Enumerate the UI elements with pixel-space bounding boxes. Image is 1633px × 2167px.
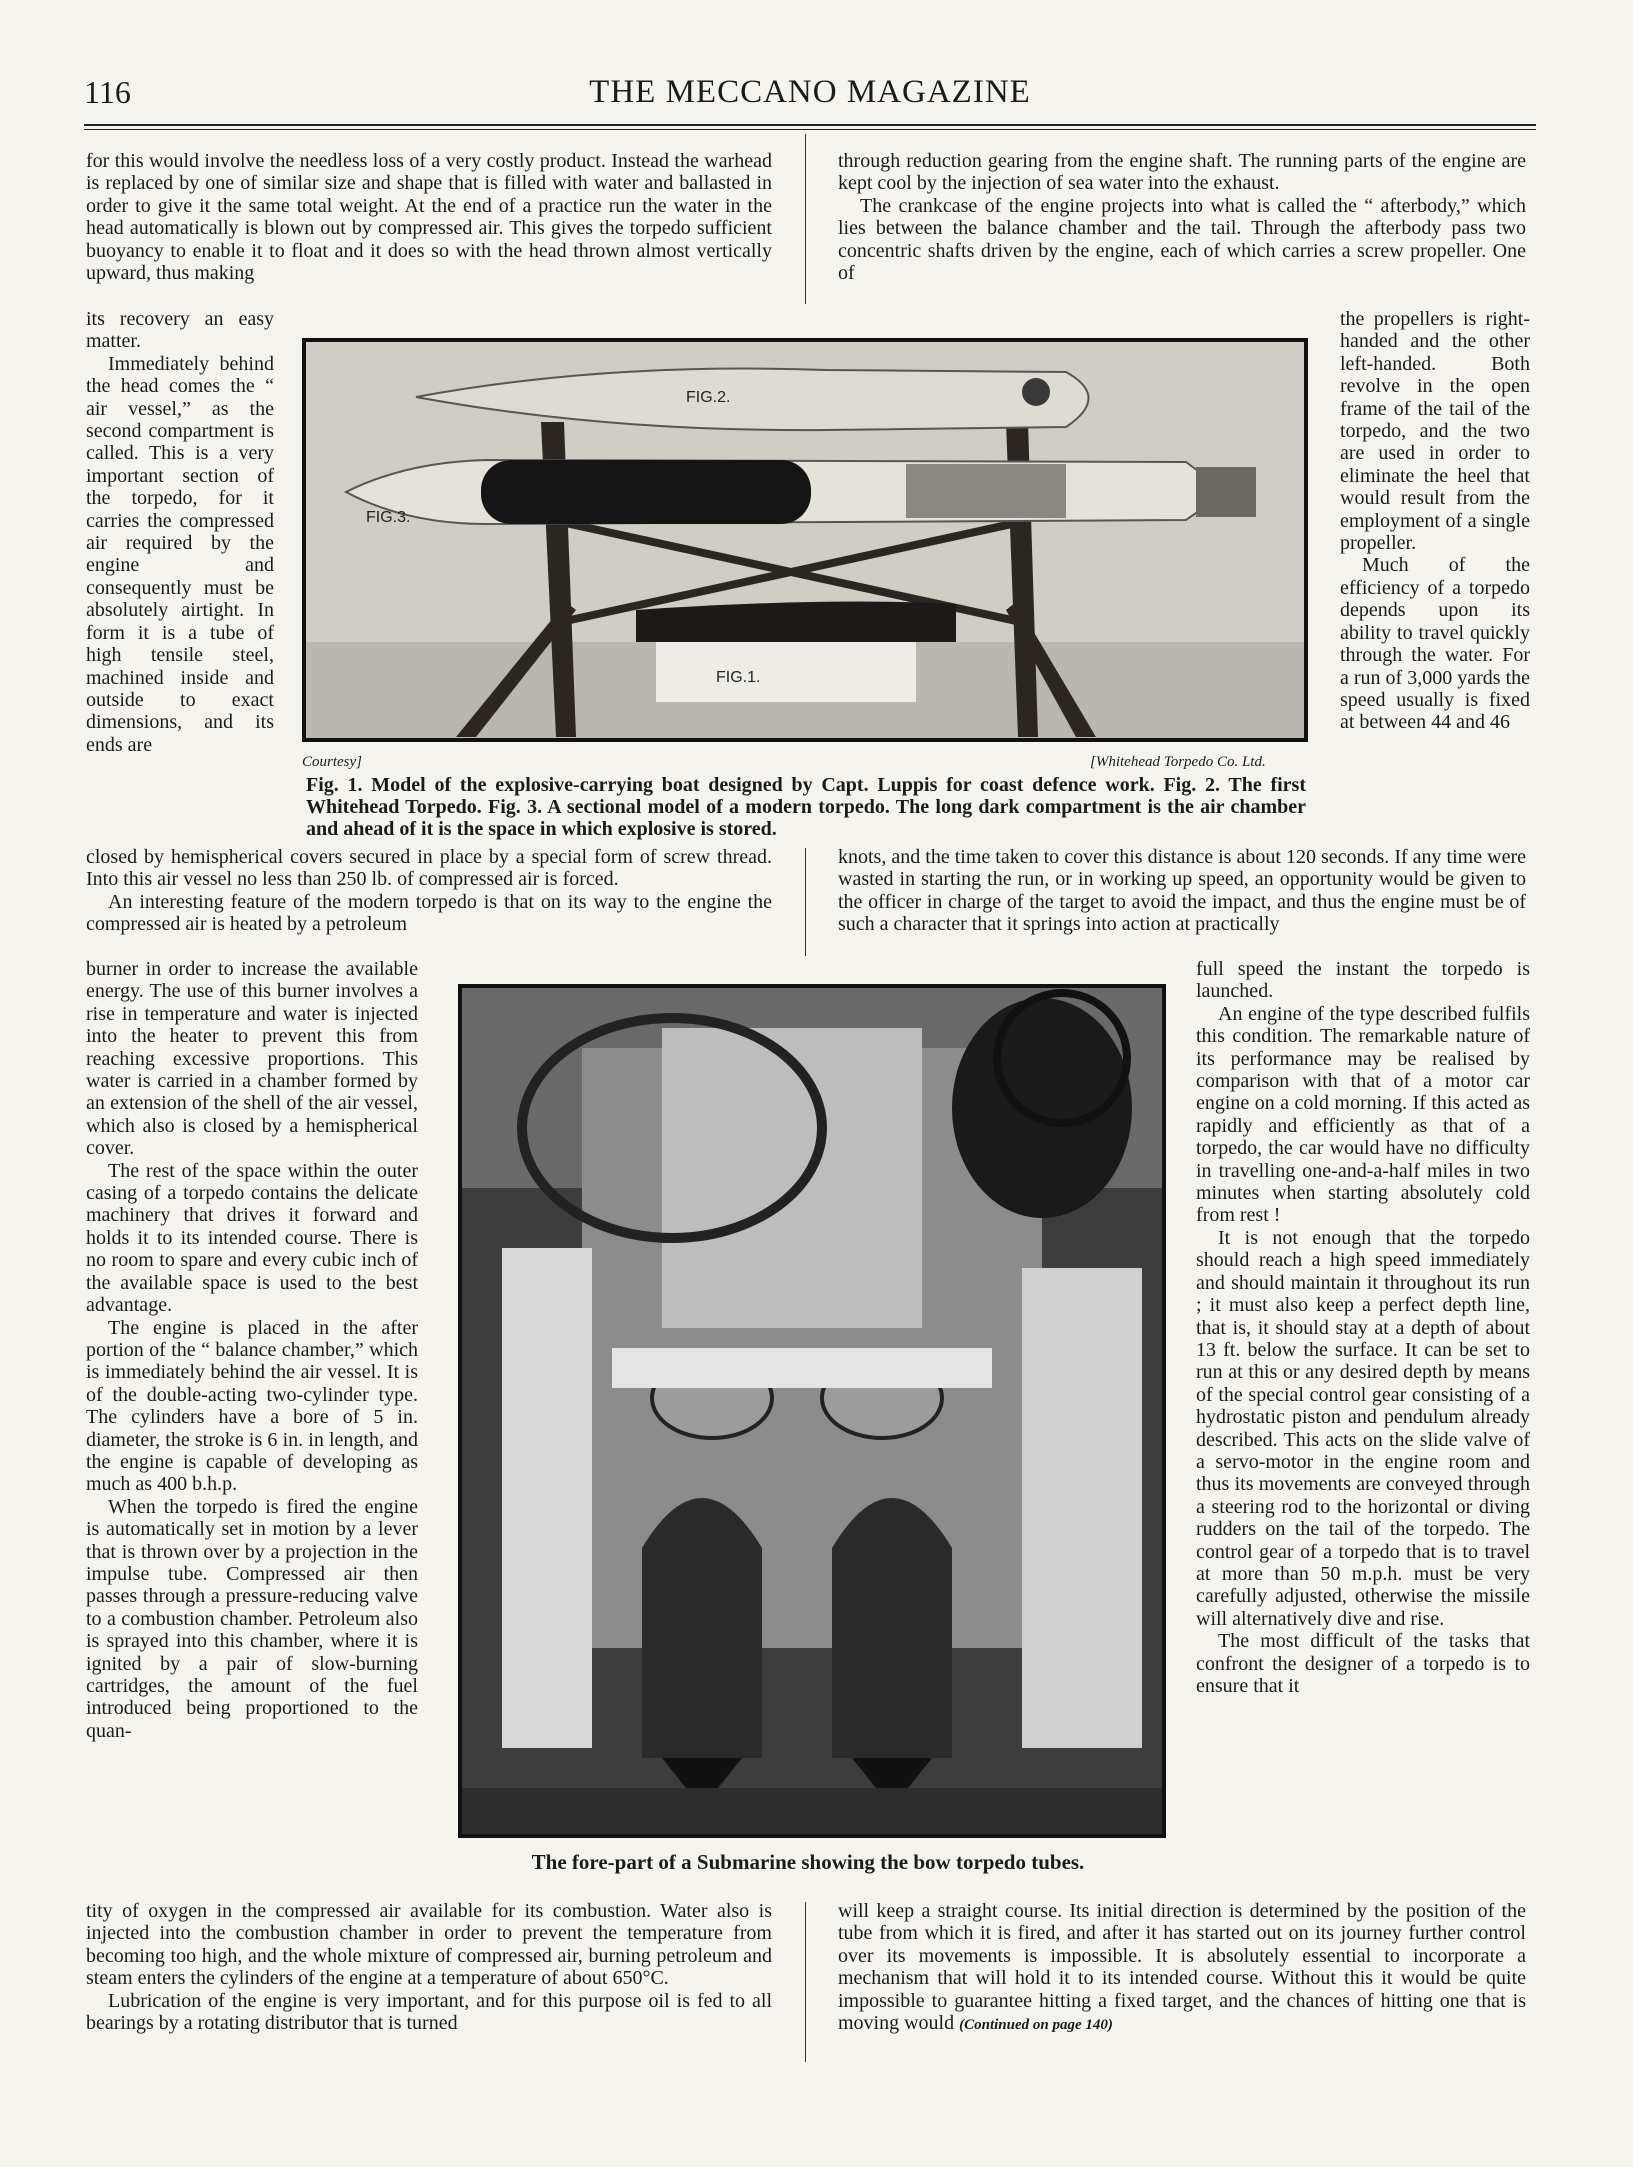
paragraph: full speed the instant the torpedo is launched. bbox=[1196, 958, 1530, 1003]
submarine-torpedo-tubes-photo bbox=[458, 984, 1166, 1838]
torpedo-models-photo bbox=[302, 338, 1308, 742]
top-right-column bbox=[838, 150, 1526, 284]
paragraph: tity of oxygen in the compressed air available for its combustion. Water also is injected into the combustion chamber in order to prevent the temperature from becoming too high, and the whole mixture of compressed air, burning petroleum and steam enters the cylinders of the engine at a temperature of about 650°C. bbox=[86, 1900, 772, 1990]
torpedo-models-illustration bbox=[306, 342, 1304, 738]
paragraph: An interesting feature of the modern torpedo is that on its way to the engine the compressed air is heated by a petroleum bbox=[86, 890, 772, 936]
magazine-title: THE MECCANO MAGAZINE bbox=[589, 74, 1031, 110]
mid-right-column bbox=[838, 846, 1526, 936]
bottom-right-column bbox=[838, 1900, 1526, 2036]
continued-note: (Continued on page 140) bbox=[959, 2017, 1113, 2034]
column-divider bbox=[805, 134, 806, 304]
photo-credit-left: Courtesy] bbox=[302, 754, 362, 770]
fig3-label bbox=[366, 509, 410, 526]
paragraph: The rest of the space within the outer casing of a torpedo contains the delicate machinery that drives it forward and holds it to its intended course. There is no room to spare and every cubic inch of the available space is used to the best advantage. bbox=[86, 1159, 418, 1317]
lower-left-column bbox=[86, 958, 418, 1742]
svg-text:FIG.3.: FIG.3. bbox=[366, 509, 411, 526]
bottom-left-column bbox=[86, 1900, 772, 2034]
fig1-label bbox=[716, 669, 760, 686]
column-divider bbox=[805, 1902, 806, 2062]
header-rule bbox=[84, 124, 1536, 126]
paragraph: Much of the efficiency of a torpedo depends upon its ability to travel quickly through the water. For a run of 3,000 yards the speed usually is fixed at between 44 and 46 bbox=[1340, 554, 1530, 734]
paragraph: the propellers is right-handed and the other left-handed. Both revolve in the open frame of the tail of the torpedo, and the two are used in order to eliminate the heel that would result from the employment of a single propeller. bbox=[1340, 308, 1530, 555]
paragraph: The most difficult of the tasks that confront the designer of a torpedo is to ensure that it bbox=[1196, 1630, 1530, 1697]
header-rule-thin bbox=[84, 129, 1536, 130]
svg-text:FIG.1.: FIG.1. bbox=[716, 669, 761, 686]
paragraph bbox=[838, 1900, 1526, 2036]
mid-left-column bbox=[86, 846, 772, 936]
paragraph: burner in order to increase the available energy. The use of this burner involves a rise in temperature and water is injected into the heater to prevent this from reaching excessive proportions. This water is carried in a chamber formed by an extension of the shell of the air vessel, which also is closed by a hemispherical cover. bbox=[86, 958, 418, 1160]
figure1-caption: Fig. 1. Model of the explosive-carrying boat designed by Capt. Luppis for coast defence work. Fig. 2. The first Whitehead Torpedo. Fig. 3. A sectional model of a modern torpedo. The long dark compartment is the air chamber and ahead of it is the space in which explosive is stored. bbox=[306, 774, 1306, 840]
paragraph-text: will keep a straight course. Its initial direction is determined by the position of the tube from which it is fired, and after it has started out on its journey further control over its movements is impossible. It is absolutely essential to incorporate a mechanism that will hold it to its intended course. Without this it would be quite impossible to guarantee hitting a fixed target, and the chances of hitting one that is moving would bbox=[838, 1900, 1526, 2035]
paragraph: The engine is placed in the after portion of the “ balance chamber,” which is immediately behind the air vessel. It is of the double-acting two-cylinder type. The cylinders have a bore of 5 in. diameter, the stroke is 6 in. in length, and the engine is capable of developing as much as 400 b.h.p. bbox=[86, 1316, 418, 1496]
paragraph: It is not enough that the torpedo should reach a high speed immediately and should maintain it throughout its run ; it must also keep a perfect depth line, that is, it should stay at a depth of about 13 ft. below the surface. It can be set to run at this or any desired depth by means of the special control gear consisting of a hydrostatic piston and pendulum already described. This acts on the slide valve of a servo-motor in the engine room and thus its movements are conveyed through a steering rod to the horizontal or diving rudders on the tail of the torpedo. The control gear of a torpedo that is to travel at more than 50 m.p.h. must be very carefully adjusted, otherwise the missile will alternatively dive and rise. bbox=[1196, 1226, 1530, 1630]
svg-text:FIG.2.: FIG.2. bbox=[686, 389, 731, 406]
photo-credit-right: [Whitehead Torpedo Co. Ltd. bbox=[1090, 754, 1266, 770]
paragraph: An engine of the type described fulfils this condition. The remarkable nature of its performance may be realised by comparison with that of a motor car engine on a cold morning. If this acted as rapidly and efficiently as that of a torpedo, the car would have no difficulty in travelling one-and-a-half miles in two minutes when starting absolutely cold from rest ! bbox=[1196, 1002, 1530, 1227]
paragraph: through reduction gearing from the engine shaft. The running parts of the engine are kept cool by the injection of sea water into the exhaust. bbox=[838, 150, 1526, 195]
figure2-caption: The fore-part of a Submarine showing the bow torpedo tubes. bbox=[531, 1850, 1085, 1874]
top-left-column bbox=[86, 150, 772, 284]
lower-right-column bbox=[1196, 958, 1530, 1697]
page-number: 116 bbox=[84, 74, 131, 110]
paragraph: When the torpedo is fired the engine is automatically set in motion by a lever that is thrown over by a projection in the impulse tube. Compressed air then passes through a pressure-reducing valve to a combustion chamber. Petroleum also is sprayed into this chamber, where it is ignited by a pair of slow-burning cartridges, the amount of the fuel introduced being proportioned to the quan- bbox=[86, 1495, 418, 1742]
paragraph: knots, and the time taken to cover this distance is about 120 seconds. If any time were wasted in starting the run, or in working up speed, an opportunity would be given to the officer in charge of the target to avoid the impact, and thus the engine must be of such a character that it springs into action at practically bbox=[838, 846, 1526, 936]
page-header bbox=[84, 74, 1536, 116]
paragraph: Lubrication of the engine is very important, and for this purpose oil is fed to all bearings by a rotating distributor that is turned bbox=[86, 1989, 772, 2035]
submarine-interior-illustration bbox=[462, 988, 1162, 1834]
paragraph: closed by hemispherical covers secured in place by a special form of screw thread. Into this air vessel no less than 250 lb. of compressed air is forced. bbox=[86, 846, 772, 891]
paragraph: Immediately behind the head comes the “ air vessel,” as the second compartment is called. This is a very important section of the torpedo, for it carries the compressed air required by the engine and consequently must be absolutely airtight. In form it is a tube of high tensile steel, machined inside and outside to exact dimensions, and its ends are bbox=[86, 352, 274, 756]
paragraph: The crankcase of the engine projects into what is called the “ afterbody,” which lies between the balance chamber and the tail. Through the afterbody pass two concentric shafts driven by the engine, each of which carries a screw propeller. One of bbox=[838, 194, 1526, 285]
paragraph: its recovery an easy matter. bbox=[86, 308, 274, 353]
fig2-label bbox=[686, 389, 730, 406]
left-narrow-column bbox=[86, 308, 274, 756]
paragraph: for this would involve the needless loss of a very costly product. Instead the warhead is replaced by one of similar size and shape that is filled with water and ballasted in order to give it the same total weight. At the end of a practice run the water in the head automatically is blown out by compressed air. This gives the torpedo sufficient buoyancy to enable it to float and it does so with the head thrown almost vertically upward, thus making bbox=[86, 150, 772, 285]
right-narrow-column bbox=[1340, 308, 1530, 734]
column-divider bbox=[805, 848, 806, 956]
